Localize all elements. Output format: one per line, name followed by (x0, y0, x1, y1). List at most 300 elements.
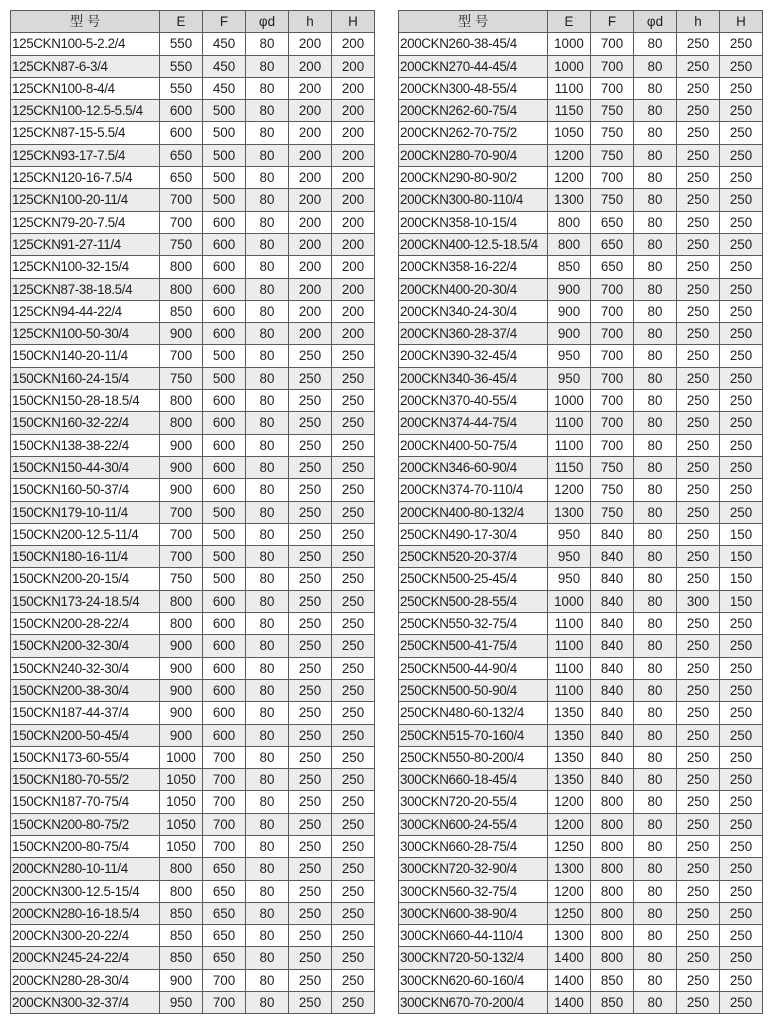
e-cell: 700 (160, 546, 203, 568)
h-upper-cell: 250 (332, 679, 375, 701)
table-row (399, 835, 763, 857)
table-row (11, 769, 375, 791)
model-cell: 300CKN720-20-55/4 (399, 791, 548, 813)
table-row (11, 100, 375, 122)
d-cell: 80 (246, 568, 289, 590)
model-cell: 150CKN180-70-55/2 (11, 769, 160, 791)
h-lower-cell: 250 (289, 456, 332, 478)
h-upper-cell: 250 (332, 746, 375, 768)
model-cell: 200CKN374-70-110/4 (399, 479, 548, 501)
model-cell: 200CKN346-60-90/4 (399, 456, 548, 478)
f-cell: 800 (591, 813, 634, 835)
table-row (11, 33, 375, 55)
h-upper-cell: 250 (720, 835, 763, 857)
table-row (399, 144, 763, 166)
model-cell: 200CKN300-80-110/4 (399, 189, 548, 211)
d-cell: 80 (634, 523, 677, 545)
table-row (11, 880, 375, 902)
model-cell: 200CKN360-28-37/4 (399, 323, 548, 345)
model-cell: 150CKN187-44-37/4 (11, 702, 160, 724)
h-upper-cell: 250 (332, 523, 375, 545)
model-cell: 125CKN100-12.5-5.5/4 (11, 100, 160, 122)
d-cell: 80 (634, 323, 677, 345)
h-upper-cell: 250 (720, 702, 763, 724)
model-cell: 125CKN94-44-22/4 (11, 300, 160, 322)
f-cell: 840 (591, 590, 634, 612)
model-cell: 250CKN515-70-160/4 (399, 724, 548, 746)
h-upper-cell: 200 (332, 233, 375, 255)
d-cell: 80 (246, 657, 289, 679)
f-cell: 700 (591, 33, 634, 55)
h-upper-cell: 250 (720, 323, 763, 345)
e-cell: 1050 (160, 791, 203, 813)
e-cell: 1100 (548, 412, 591, 434)
table-row (399, 167, 763, 189)
f-cell: 450 (203, 77, 246, 99)
model-cell: 150CKN200-12.5-11/4 (11, 523, 160, 545)
d-cell: 80 (634, 679, 677, 701)
model-cell: 200CKN390-32-45/4 (399, 345, 548, 367)
model-cell: 150CKN240-32-30/4 (11, 657, 160, 679)
d-cell: 80 (246, 679, 289, 701)
e-cell: 750 (160, 233, 203, 255)
h-lower-cell: 250 (677, 791, 720, 813)
h-upper-cell: 250 (720, 434, 763, 456)
h-upper-cell: 200 (332, 278, 375, 300)
h-lower-cell: 250 (289, 880, 332, 902)
h-upper-cell: 250 (332, 724, 375, 746)
h-upper-cell: 250 (720, 880, 763, 902)
f-cell: 600 (203, 256, 246, 278)
h-upper-cell: 250 (720, 813, 763, 835)
h-lower-cell: 250 (289, 590, 332, 612)
table-row (399, 323, 763, 345)
f-cell: 840 (591, 724, 634, 746)
d-cell: 80 (634, 813, 677, 835)
f-cell: 500 (203, 167, 246, 189)
e-cell: 1200 (548, 813, 591, 835)
f-cell: 840 (591, 613, 634, 635)
header-h-upper: H (332, 11, 375, 33)
f-cell: 700 (591, 167, 634, 189)
f-cell: 500 (203, 367, 246, 389)
e-cell: 900 (548, 300, 591, 322)
e-cell: 850 (548, 256, 591, 278)
table-row (399, 568, 763, 590)
d-cell: 80 (634, 100, 677, 122)
h-upper-cell: 150 (720, 523, 763, 545)
model-cell: 125CKN100-20-11/4 (11, 189, 160, 211)
h-lower-cell: 250 (677, 992, 720, 1014)
d-cell: 80 (246, 144, 289, 166)
d-cell: 80 (634, 546, 677, 568)
d-cell: 80 (246, 77, 289, 99)
h-upper-cell: 250 (332, 947, 375, 969)
e-cell: 1300 (548, 925, 591, 947)
table-row (11, 300, 375, 322)
model-cell: 200CKN260-38-45/4 (399, 33, 548, 55)
h-lower-cell: 250 (677, 189, 720, 211)
d-cell: 80 (634, 278, 677, 300)
table-row (11, 77, 375, 99)
table-row (399, 233, 763, 255)
e-cell: 700 (160, 523, 203, 545)
d-cell: 80 (634, 791, 677, 813)
e-cell: 1300 (548, 501, 591, 523)
model-cell: 250CKN480-60-132/4 (399, 702, 548, 724)
d-cell: 80 (634, 256, 677, 278)
h-lower-cell: 250 (677, 546, 720, 568)
table-row (399, 77, 763, 99)
d-cell: 80 (246, 613, 289, 635)
d-cell: 80 (246, 501, 289, 523)
table-row (11, 746, 375, 768)
e-cell: 800 (160, 412, 203, 434)
table-row (11, 546, 375, 568)
d-cell: 80 (634, 992, 677, 1014)
d-cell: 80 (634, 211, 677, 233)
h-lower-cell: 250 (677, 278, 720, 300)
model-cell: 150CKN200-32-30/4 (11, 635, 160, 657)
f-cell: 650 (591, 211, 634, 233)
d-cell: 80 (246, 323, 289, 345)
e-cell: 1350 (548, 746, 591, 768)
table-row (399, 546, 763, 568)
h-lower-cell: 250 (289, 969, 332, 991)
table-row (399, 702, 763, 724)
h-lower-cell: 250 (289, 568, 332, 590)
h-lower-cell: 200 (289, 278, 332, 300)
h-upper-cell: 250 (332, 769, 375, 791)
d-cell: 80 (246, 189, 289, 211)
h-upper-cell: 250 (332, 858, 375, 880)
e-cell: 850 (160, 902, 203, 924)
e-cell: 850 (160, 947, 203, 969)
table-header-row (399, 11, 763, 33)
h-lower-cell: 250 (677, 256, 720, 278)
f-cell: 700 (591, 323, 634, 345)
model-cell: 200CKN300-12.5-15/4 (11, 880, 160, 902)
f-cell: 700 (203, 746, 246, 768)
h-upper-cell: 250 (720, 33, 763, 55)
h-upper-cell: 250 (720, 925, 763, 947)
h-lower-cell: 200 (289, 211, 332, 233)
d-cell: 80 (634, 590, 677, 612)
f-cell: 500 (203, 189, 246, 211)
e-cell: 700 (160, 211, 203, 233)
h-upper-cell: 250 (720, 144, 763, 166)
h-lower-cell: 250 (677, 746, 720, 768)
d-cell: 80 (246, 746, 289, 768)
h-upper-cell: 200 (332, 189, 375, 211)
f-cell: 840 (591, 546, 634, 568)
f-cell: 850 (591, 992, 634, 1014)
d-cell: 80 (634, 456, 677, 478)
e-cell: 1000 (548, 55, 591, 77)
model-cell: 250CKN550-80-200/4 (399, 746, 548, 768)
f-cell: 840 (591, 679, 634, 701)
e-cell: 900 (160, 635, 203, 657)
f-cell: 800 (591, 947, 634, 969)
table-row (399, 679, 763, 701)
model-cell: 200CKN280-70-90/4 (399, 144, 548, 166)
d-cell: 80 (246, 256, 289, 278)
f-cell: 800 (591, 835, 634, 857)
f-cell: 700 (591, 278, 634, 300)
e-cell: 900 (160, 679, 203, 701)
d-cell: 80 (246, 278, 289, 300)
d-cell: 80 (634, 613, 677, 635)
model-cell: 300CKN560-32-75/4 (399, 880, 548, 902)
table-row (399, 390, 763, 412)
f-cell: 700 (591, 55, 634, 77)
h-lower-cell: 250 (677, 100, 720, 122)
h-lower-cell: 250 (289, 412, 332, 434)
h-lower-cell: 250 (677, 55, 720, 77)
h-upper-cell: 250 (720, 858, 763, 880)
f-cell: 650 (591, 233, 634, 255)
h-lower-cell: 250 (677, 657, 720, 679)
f-cell: 840 (591, 635, 634, 657)
model-cell: 300CKN720-50-132/4 (399, 947, 548, 969)
model-cell: 300CKN600-24-55/4 (399, 813, 548, 835)
h-lower-cell: 250 (677, 367, 720, 389)
e-cell: 1300 (548, 858, 591, 880)
table-row (399, 189, 763, 211)
table-row (11, 813, 375, 835)
h-lower-cell: 250 (677, 858, 720, 880)
d-cell: 80 (634, 902, 677, 924)
f-cell: 650 (203, 880, 246, 902)
h-lower-cell: 200 (289, 122, 332, 144)
f-cell: 700 (591, 434, 634, 456)
table-row (11, 55, 375, 77)
d-cell: 80 (246, 122, 289, 144)
h-upper-cell: 250 (332, 635, 375, 657)
f-cell: 750 (591, 144, 634, 166)
f-cell: 600 (203, 278, 246, 300)
d-cell: 80 (634, 501, 677, 523)
d-cell: 80 (246, 635, 289, 657)
table-row (399, 947, 763, 969)
h-upper-cell: 250 (720, 300, 763, 322)
h-upper-cell: 250 (332, 434, 375, 456)
h-lower-cell: 250 (677, 323, 720, 345)
model-cell: 150CKN200-38-30/4 (11, 679, 160, 701)
h-upper-cell: 250 (332, 613, 375, 635)
d-cell: 80 (246, 412, 289, 434)
f-cell: 840 (591, 746, 634, 768)
table-row (399, 902, 763, 924)
e-cell: 900 (548, 323, 591, 345)
e-cell: 700 (160, 345, 203, 367)
h-lower-cell: 200 (289, 233, 332, 255)
model-cell: 200CKN400-12.5-18.5/4 (399, 233, 548, 255)
d-cell: 80 (634, 300, 677, 322)
header-model: 型 号 (11, 11, 160, 33)
model-cell: 200CKN262-70-75/2 (399, 122, 548, 144)
h-upper-cell: 250 (720, 724, 763, 746)
d-cell: 80 (634, 702, 677, 724)
f-cell: 650 (591, 256, 634, 278)
f-cell: 800 (591, 902, 634, 924)
model-cell: 150CKN180-16-11/4 (11, 546, 160, 568)
model-cell: 200CKN300-32-37/4 (11, 992, 160, 1014)
f-cell: 840 (591, 769, 634, 791)
d-cell: 80 (246, 345, 289, 367)
e-cell: 700 (160, 501, 203, 523)
model-cell: 150CKN173-60-55/4 (11, 746, 160, 768)
h-upper-cell: 250 (720, 791, 763, 813)
f-cell: 700 (591, 300, 634, 322)
e-cell: 1100 (548, 635, 591, 657)
h-upper-cell: 250 (332, 479, 375, 501)
model-cell: 250CKN550-32-75/4 (399, 613, 548, 635)
e-cell: 1300 (548, 189, 591, 211)
table-row (399, 969, 763, 991)
model-cell: 250CKN500-25-45/4 (399, 568, 548, 590)
d-cell: 80 (634, 144, 677, 166)
h-lower-cell: 300 (677, 590, 720, 612)
header-model: 型 号 (399, 11, 548, 33)
table-row (11, 412, 375, 434)
h-lower-cell: 250 (677, 724, 720, 746)
e-cell: 800 (160, 880, 203, 902)
h-upper-cell: 250 (720, 122, 763, 144)
d-cell: 80 (246, 233, 289, 255)
d-cell: 80 (246, 992, 289, 1014)
model-cell: 125CKN120-16-7.5/4 (11, 167, 160, 189)
header-e: E (160, 11, 203, 33)
h-upper-cell: 200 (332, 100, 375, 122)
model-cell: 250CKN500-50-90/4 (399, 679, 548, 701)
f-cell: 800 (591, 880, 634, 902)
table-row (11, 211, 375, 233)
table-row (11, 992, 375, 1014)
h-upper-cell: 250 (720, 902, 763, 924)
model-cell: 200CKN340-24-30/4 (399, 300, 548, 322)
f-cell: 500 (203, 144, 246, 166)
table-row (11, 835, 375, 857)
h-upper-cell: 200 (332, 122, 375, 144)
model-cell: 150CKN200-80-75/2 (11, 813, 160, 835)
h-upper-cell: 250 (720, 992, 763, 1014)
f-cell: 500 (203, 546, 246, 568)
table-row (399, 456, 763, 478)
h-upper-cell: 250 (332, 390, 375, 412)
table-row (399, 33, 763, 55)
f-cell: 840 (591, 702, 634, 724)
table-row (11, 702, 375, 724)
model-cell: 300CKN660-28-75/4 (399, 835, 548, 857)
h-lower-cell: 250 (289, 390, 332, 412)
h-upper-cell: 200 (332, 55, 375, 77)
e-cell: 1000 (548, 590, 591, 612)
table-row (11, 947, 375, 969)
h-lower-cell: 250 (289, 367, 332, 389)
model-cell: 150CKN200-28-22/4 (11, 613, 160, 635)
h-lower-cell: 250 (289, 724, 332, 746)
e-cell: 800 (548, 233, 591, 255)
h-upper-cell: 250 (720, 100, 763, 122)
table-row (11, 390, 375, 412)
h-lower-cell: 250 (289, 523, 332, 545)
h-lower-cell: 250 (289, 992, 332, 1014)
d-cell: 80 (246, 769, 289, 791)
table-row (11, 902, 375, 924)
e-cell: 950 (548, 367, 591, 389)
f-cell: 700 (203, 813, 246, 835)
spec-table-right (398, 10, 763, 1014)
e-cell: 1400 (548, 947, 591, 969)
h-upper-cell: 250 (720, 278, 763, 300)
f-cell: 840 (591, 657, 634, 679)
h-upper-cell: 250 (332, 791, 375, 813)
h-lower-cell: 250 (677, 880, 720, 902)
h-upper-cell: 250 (720, 55, 763, 77)
h-lower-cell: 250 (289, 657, 332, 679)
f-cell: 700 (203, 769, 246, 791)
h-upper-cell: 250 (332, 568, 375, 590)
h-lower-cell: 250 (289, 345, 332, 367)
model-cell: 250CKN490-17-30/4 (399, 523, 548, 545)
model-cell: 200CKN370-40-55/4 (399, 390, 548, 412)
h-upper-cell: 150 (720, 590, 763, 612)
table-row (11, 434, 375, 456)
d-cell: 80 (634, 390, 677, 412)
h-upper-cell: 250 (720, 613, 763, 635)
d-cell: 80 (246, 55, 289, 77)
h-upper-cell: 250 (720, 412, 763, 434)
model-cell: 200CKN280-10-11/4 (11, 858, 160, 880)
header-h-upper: H (720, 11, 763, 33)
f-cell: 600 (203, 233, 246, 255)
table-row (399, 479, 763, 501)
table-row (11, 456, 375, 478)
e-cell: 1350 (548, 724, 591, 746)
h-lower-cell: 200 (289, 189, 332, 211)
f-cell: 650 (203, 902, 246, 924)
model-cell: 200CKN358-10-15/4 (399, 211, 548, 233)
f-cell: 650 (203, 925, 246, 947)
model-cell: 200CKN300-48-55/4 (399, 77, 548, 99)
table-row (11, 724, 375, 746)
h-lower-cell: 250 (677, 167, 720, 189)
h-upper-cell: 250 (720, 679, 763, 701)
h-lower-cell: 250 (289, 858, 332, 880)
model-cell: 250CKN520-20-37/4 (399, 546, 548, 568)
table-row (399, 858, 763, 880)
f-cell: 450 (203, 55, 246, 77)
h-upper-cell: 250 (720, 77, 763, 99)
d-cell: 80 (246, 367, 289, 389)
d-cell: 80 (246, 969, 289, 991)
e-cell: 1150 (548, 100, 591, 122)
d-cell: 80 (246, 724, 289, 746)
table-row (399, 122, 763, 144)
h-lower-cell: 250 (677, 613, 720, 635)
model-cell: 150CKN200-20-15/4 (11, 568, 160, 590)
h-upper-cell: 250 (720, 969, 763, 991)
h-lower-cell: 250 (289, 479, 332, 501)
e-cell: 800 (160, 390, 203, 412)
model-cell: 300CKN720-32-90/4 (399, 858, 548, 880)
h-upper-cell: 150 (720, 546, 763, 568)
d-cell: 80 (634, 657, 677, 679)
h-lower-cell: 250 (289, 746, 332, 768)
model-cell: 150CKN173-24-18.5/4 (11, 590, 160, 612)
e-cell: 1050 (160, 813, 203, 835)
